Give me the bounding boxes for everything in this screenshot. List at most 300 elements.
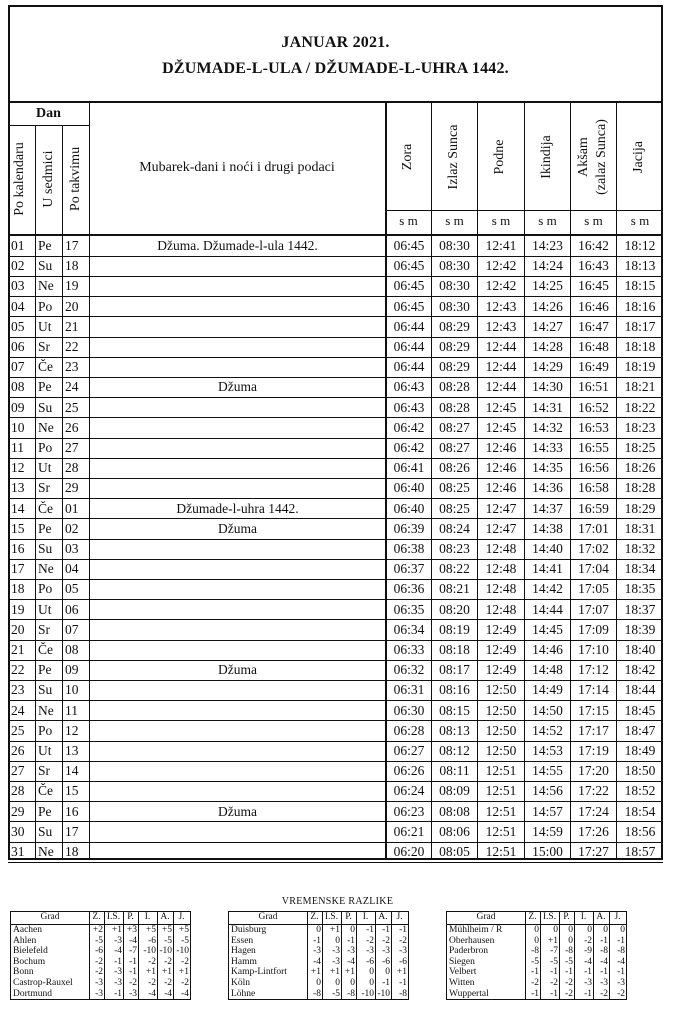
vr-diff: -5 [164,935,172,946]
time-izlaz: 08:27 [439,419,470,435]
vr-diff: -8 [565,946,573,957]
vr-diff: -2 [565,988,573,999]
vr-diff: +3 [126,925,137,935]
time-ikindija: 14:45 [532,621,563,637]
vr-city: Hamm [231,956,257,967]
time-podne: 12:42 [485,278,517,294]
vr-diff: -4 [164,988,172,999]
time-aksam: 16:49 [578,359,609,375]
day-takvim: 06 [65,601,79,617]
vr-diff: -1 [550,967,558,978]
day-note [90,337,385,357]
vr-diff: 0 [350,925,355,935]
time-zora: 06:38 [393,541,425,556]
vr-diff: -4 [600,956,608,967]
time-izlaz: 08:30 [439,278,470,294]
time-ikindija: 14:56 [532,783,563,799]
vr-diff: -1 [617,935,625,946]
time-ikindija: 14:48 [532,662,563,678]
vr-diff: -2 [382,935,390,946]
vr-city: Paderbron [449,946,489,957]
vr-diff: -8 [600,946,608,957]
time-jacija: 18:44 [624,682,656,698]
day-kalendar: 24 [11,702,25,718]
time-jacija: 18:23 [624,419,656,435]
vr-diff: -10 [176,946,189,957]
header-po-kalendaru: Po kalendaru [12,142,27,216]
time-ikindija: 14:49 [532,682,563,698]
time-izlaz: 08:05 [439,844,470,859]
time-jacija: 18:54 [624,803,656,819]
vr-diff: 0 [335,935,340,946]
day-sedmica: Po [38,440,53,455]
time-podne: 12:49 [485,621,517,637]
day-sedmica: Su [38,541,53,556]
day-note [90,640,385,660]
day-sedmica: Su [38,399,53,415]
time-izlaz: 08:21 [439,581,470,597]
time-jacija: 18:40 [624,642,656,657]
day-note [90,579,385,599]
time-ikindija: 14:50 [532,702,563,718]
time-zora: 06:43 [393,399,425,415]
vr-diff: -8 [399,988,407,999]
vr-diff: -3 [114,935,122,946]
time-zora: 06:34 [393,621,425,637]
time-zora: 06:36 [393,581,425,597]
time-aksam: 17:09 [578,621,609,637]
vr-diff: -2 [164,956,172,967]
vr-diff: -1 [382,925,390,935]
vr-diff: -5 [550,956,558,967]
vr-diff: -3 [617,978,625,988]
time-podne: 12:47 [485,500,517,516]
vr-diff: 0 [385,967,390,978]
time-podne: 12:51 [485,783,517,799]
day-sedmica: Pe [38,238,52,253]
day-kalendar: 22 [11,662,25,678]
vr-diff: -5 [332,988,340,999]
vr-col-header: I.S. [324,912,339,922]
day-kalendar: 14 [11,500,25,516]
time-zora: 06:43 [393,379,425,395]
time-podne: 12:44 [485,379,517,395]
day-takvim: 27 [65,440,79,455]
day-takvim: 13 [65,743,79,758]
day-takvim: 12 [65,722,79,738]
vr-col-header: J. [178,912,185,922]
vr-diff: -10 [377,988,390,999]
time-jacija: 18:35 [624,581,656,597]
vr-diff: -2 [531,978,539,988]
vr-diff: -1 [584,988,592,999]
header-aksam: Akšam [576,137,591,177]
time-zora: 06:39 [393,520,425,536]
vr-city: Oberhausen [449,935,495,946]
day-takvim: 18 [65,844,79,859]
day-note [90,842,385,862]
day-sedmica: Su [38,682,53,698]
vr-diff: -1 [114,988,122,999]
day-takvim: 23 [65,359,79,375]
day-note [90,438,385,458]
time-jacija: 18:18 [624,339,656,354]
vr-diff: -4 [584,956,592,967]
time-jacija: 18:13 [624,258,656,274]
page-subtitle: DŽUMADE-L-ULA / DŽUMADE-L-UHRA 1442. [162,60,509,77]
vr-city: Essen [231,935,254,946]
time-izlaz: 08:13 [439,722,470,738]
time-ikindija: 14:52 [532,722,563,738]
time-ikindija: 14:30 [532,379,563,395]
time-izlaz: 08:06 [439,823,470,839]
day-kalendar: 16 [11,541,25,556]
time-izlaz: 08:12 [439,743,470,758]
day-takvim: 17 [65,238,79,253]
vr-diff: -6 [382,956,390,967]
day-takvim: 29 [65,480,79,496]
header-po-takvimu: Po takvimu [68,146,83,212]
day-kalendar: 05 [11,318,25,334]
time-ikindija: 14:29 [532,359,563,375]
vr-diff: -1 [550,988,558,999]
day-sedmica: Po [38,581,53,597]
unit-izlaz: s m [445,213,464,228]
day-note [90,297,385,317]
time-jacija: 18:56 [624,823,656,839]
time-aksam: 16:46 [578,298,609,314]
vr-diff: -7 [129,946,137,957]
page-title: JANUAR 2021. [281,34,390,51]
time-izlaz: 08:19 [439,621,470,637]
day-sedmica: Su [38,823,53,839]
vr-diff: -1 [399,978,407,988]
time-izlaz: 08:15 [439,702,470,718]
vr-city: Velbert [449,967,477,978]
day-sedmica: Pe [38,520,52,536]
time-zora: 06:45 [393,278,425,294]
vr-diff: 0 [620,925,625,935]
day-sedmica: Ut [38,743,52,758]
time-aksam: 16:59 [578,500,609,516]
day-sedmica: Ne [38,561,54,577]
day-kalendar: 28 [11,783,25,799]
vr-diff: -3 [313,946,321,957]
vr-diff: -2 [95,956,103,967]
time-ikindija: 14:33 [532,440,563,455]
vr-diff: -1 [129,967,137,978]
day-kalendar: 10 [11,419,25,435]
time-zora: 06:45 [393,238,425,253]
header-dan: Dan [36,106,61,121]
time-jacija: 18:32 [624,541,656,556]
day-sedmica: Ut [38,460,52,476]
vr-city: Bielefeld [13,946,48,957]
vr-diff: -2 [95,967,103,978]
vr-diff: -2 [129,978,137,988]
day-kalendar: 08 [11,379,25,395]
unit-jacija: s m [630,213,650,228]
vr-diff: -3 [114,978,122,988]
day-note [90,822,385,842]
time-jacija: 18:39 [624,621,656,637]
time-jacija: 18:34 [624,561,656,577]
time-aksam: 16:42 [578,238,609,253]
vr-diff: 0 [568,935,573,946]
vr-city: Köln [231,978,250,988]
vr-diff: -9 [584,946,592,957]
time-izlaz: 08:29 [439,339,470,354]
day-kalendar: 23 [11,682,25,698]
time-podne: 12:50 [485,722,517,738]
day-sedmica: Ne [38,278,54,294]
time-ikindija: 14:59 [532,823,563,839]
vr-diff: +5 [145,925,156,935]
time-zora: 06:42 [393,440,425,455]
time-podne: 12:48 [485,541,517,556]
col-rule-2 [62,125,63,858]
day-takvim: 28 [65,460,79,476]
vr-col-header: Grad [258,912,278,922]
vr-diff: -3 [366,946,374,957]
vr-diff: +1 [329,925,340,935]
vr-diff: -4 [181,988,189,999]
vr-diff: -6 [95,946,103,957]
vr-diff: -6 [148,935,156,946]
time-izlaz: 08:28 [439,379,470,395]
vr-diff: -3 [129,988,137,999]
time-jacija: 18:57 [624,844,656,859]
time-aksam: 16:51 [578,379,609,395]
day-sedmica: Ut [38,318,52,334]
vr-diff: -2 [399,935,407,946]
time-zora: 06:42 [393,419,425,435]
vr-diff: -3 [332,956,340,967]
time-jacija: 18:12 [624,238,656,253]
vr-diff: -5 [565,956,573,967]
vr-col-header: I. [144,912,151,922]
time-ikindija: 14:24 [532,258,563,274]
day-takvim: 16 [65,803,79,819]
day-kalendar: 19 [11,601,25,617]
vremenske-razlike-title: VREMENSKE RAZLIKE [281,896,394,907]
unit-zora: s m [399,213,418,228]
unit-aksam: s m [584,213,603,228]
vr-diff: -6 [399,956,407,967]
vr-city: Siegen [449,956,475,967]
time-podne: 12:50 [485,702,517,718]
vr-diff: 0 [369,978,374,988]
day-sedmica: Po [38,298,53,314]
vr-city: Ahlen [13,935,37,946]
time-izlaz: 08:11 [439,763,470,779]
day-takvim: 14 [65,763,79,779]
day-note: Džuma [218,379,257,395]
time-podne: 12:48 [485,601,517,617]
time-izlaz: 08:25 [439,500,470,516]
time-ikindija: 14:31 [532,399,563,415]
vr-diff: -3 [600,978,608,988]
time-izlaz: 08:17 [439,662,470,678]
vr-col-header: P. [127,912,134,922]
vr-diff: +1 [396,967,407,978]
unit-ikindija: s m [538,213,557,228]
day-note [90,418,385,438]
time-jacija: 18:28 [624,480,656,496]
time-jacija: 18:45 [624,702,656,718]
vr-diff: -3 [399,946,407,957]
day-note [90,761,385,781]
time-aksam: 16:56 [578,460,609,476]
time-aksam: 17:07 [578,601,609,617]
day-note [90,256,385,276]
header-podne: Podne [492,139,507,175]
day-kalendar: 07 [11,359,25,375]
day-takvim: 24 [65,379,79,395]
vr-city: Wuppertal [449,988,489,999]
vr-diff: -8 [617,946,625,957]
time-izlaz: 08:30 [439,298,470,314]
vr-diff: -4 [129,935,137,946]
time-aksam: 17:14 [578,682,609,698]
time-aksam: 16:47 [578,318,609,334]
vr-city: Bochum [13,956,46,967]
time-zora: 06:44 [393,359,425,375]
day-kalendar: 30 [11,823,25,839]
day-kalendar: 20 [11,621,25,637]
time-podne: 12:41 [485,238,517,253]
vr-diff: +5 [178,925,189,935]
time-podne: 12:51 [485,803,517,819]
header-jacija: Jacija [631,141,646,173]
vr-diff: -2 [617,988,625,999]
time-jacija: 18:29 [624,500,656,516]
vr-col-header: I.S. [542,912,557,922]
day-note [90,701,385,721]
vr-diff: 0 [534,935,539,946]
vr-col-header: I.S. [106,912,121,922]
vr-diff: 0 [350,978,355,988]
header-top-rule [8,101,663,103]
time-zora: 06:24 [393,783,425,799]
day-takvim: 09 [65,662,79,678]
time-izlaz: 08:25 [439,480,470,496]
vr-diff: -2 [148,956,156,967]
time-ikindija: 14:28 [532,339,563,354]
day-note [90,539,385,559]
time-zora: 06:27 [393,743,425,758]
time-ikindija: 14:53 [532,743,563,758]
day-kalendar: 21 [11,642,25,657]
time-zora: 06:44 [393,318,425,334]
day-takvim: 15 [65,783,79,799]
day-note [90,680,385,700]
vr-diff: -8 [531,946,539,957]
time-aksam: 17:19 [578,743,609,758]
vr-city: Kamp-Lintfort [231,967,287,978]
day-sedmica: Ne [38,844,54,859]
time-ikindija: 14:41 [532,561,563,577]
time-ikindija: 14:35 [532,460,563,476]
day-kalendar: 17 [11,561,25,577]
day-takvim: 20 [65,298,79,314]
vr-diff: 0 [553,925,558,935]
time-jacija: 18:15 [624,278,656,294]
day-sedmica: Če [38,500,53,516]
vr-diff: -2 [164,978,172,988]
day-kalendar: 31 [11,844,25,859]
time-aksam: 17:26 [578,823,609,839]
time-izlaz: 08:24 [439,520,470,536]
time-jacija: 18:42 [624,662,656,678]
time-aksam: 17:05 [578,581,609,597]
vr-city: Witten [449,978,475,988]
vr-col-header: Grad [40,912,60,922]
time-izlaz: 08:08 [439,803,470,819]
time-podne: 12:49 [485,642,517,657]
time-podne: 12:51 [485,844,517,859]
vr-city: Mühlheim / R [449,925,503,935]
day-note [90,276,385,296]
vr-diff: -5 [181,935,189,946]
time-jacija: 18:31 [624,520,656,536]
time-podne: 12:43 [485,318,517,334]
vr-diff: +1 [344,967,355,978]
vr-diff: 0 [316,978,321,988]
vr-diff: 0 [534,925,539,935]
time-podne: 12:44 [485,359,517,375]
vr-diff: -5 [95,935,103,946]
vr-diff: -2 [181,978,189,988]
time-ikindija: 14:23 [532,238,563,253]
day-note: Džumade-l-uhra 1442. [176,500,299,516]
day-kalendar: 18 [11,581,25,597]
vr-diff: -3 [95,978,103,988]
vr-diff: 0 [316,925,321,935]
time-zora: 06:37 [393,561,425,577]
time-jacija: 18:47 [624,722,656,738]
time-ikindija: 15:00 [532,844,563,859]
time-aksam: 16:58 [578,480,609,496]
time-zora: 06:28 [393,722,425,738]
vr-diff: -4 [313,956,321,967]
day-note [90,478,385,498]
time-aksam: 17:22 [578,783,609,799]
day-kalendar: 03 [11,278,25,294]
time-podne: 12:42 [485,258,517,274]
time-podne: 12:46 [485,480,517,496]
time-ikindija: 14:57 [532,803,563,819]
day-sedmica: Sr [38,621,51,637]
time-ikindija: 14:46 [532,642,563,657]
vr-diff: -10 [143,946,156,957]
time-zora: 06:30 [393,702,425,718]
vr-diff: -2 [148,978,156,988]
vr-diff: -1 [565,967,573,978]
time-podne: 12:46 [485,440,517,455]
day-sedmica: Če [38,359,53,375]
time-podne: 12:47 [485,520,517,536]
vr-diff: -3 [332,946,340,957]
day-sedmica: Če [38,783,53,799]
day-sedmica: Po [38,722,53,738]
day-sedmica: Če [38,642,53,657]
time-aksam: 17:17 [578,722,609,738]
day-note [90,398,385,418]
vr-col-header: Grad [476,912,496,922]
time-jacija: 18:16 [624,298,656,314]
day-sedmica: Sr [38,480,51,496]
